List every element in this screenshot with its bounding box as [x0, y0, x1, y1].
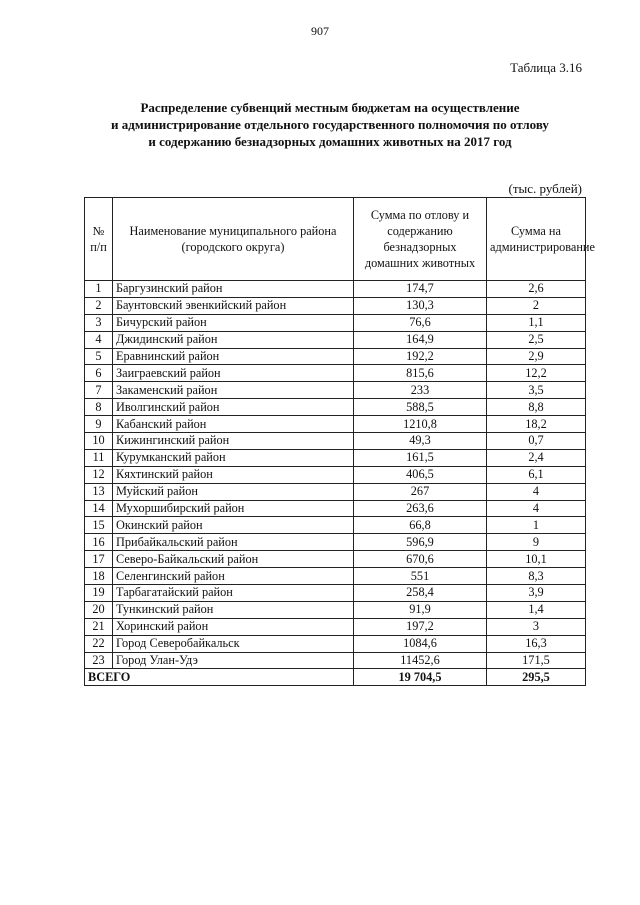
admin-sum: 2,4 [487, 449, 586, 466]
subsidy-table [84, 197, 595, 686]
units-note: (тыс. рублей) [508, 181, 582, 196]
table-row [85, 449, 586, 466]
admin-sum: 2,5 [487, 331, 586, 348]
district-name: Бичурский район [113, 314, 354, 331]
total-admin: 295,5 [487, 669, 586, 686]
capture-sum: 164,9 [354, 331, 487, 348]
district-name: Иволгинский район [113, 399, 354, 416]
table-row [85, 551, 586, 568]
row-number: 21 [85, 618, 113, 635]
capture-sum: 66,8 [354, 517, 487, 534]
district-name: Мухоршибирский район [113, 500, 354, 517]
capture-sum: 815,6 [354, 365, 487, 382]
table-row [85, 314, 586, 331]
row-number: 19 [85, 585, 113, 602]
capture-sum: 197,2 [354, 618, 487, 635]
district-name: Баунтовский эвенкийский район [113, 297, 354, 314]
document-title [80, 99, 580, 150]
table-row [85, 568, 586, 585]
capture-sum: 233 [354, 382, 487, 399]
capture-sum: 192,2 [354, 348, 487, 365]
title-line: и содержанию безнадзорных домашних животных на 2017 год [148, 134, 512, 149]
table-row [85, 601, 586, 618]
district-name: Закаменский район [113, 382, 354, 399]
table-row [85, 466, 586, 483]
row-number: 4 [85, 331, 113, 348]
row-number: 17 [85, 551, 113, 568]
district-name: Кижингинский район [113, 433, 354, 450]
table-row [85, 348, 586, 365]
capture-sum: 91,9 [354, 601, 487, 618]
row-number: 2 [85, 297, 113, 314]
admin-sum: 4 [487, 483, 586, 500]
capture-sum: 670,6 [354, 551, 487, 568]
header-name: Наименование муниципального района (городского округа) [113, 198, 354, 281]
capture-sum: 11452,6 [354, 652, 487, 669]
title-line: и администрирование отдельного государственного полномочия по отлову [111, 117, 549, 132]
table-row [85, 652, 586, 669]
row-number: 13 [85, 483, 113, 500]
district-name: Кабанский район [113, 416, 354, 433]
district-name: Хоринский район [113, 618, 354, 635]
admin-sum: 1 [487, 517, 586, 534]
district-name: Город Северобайкальск [113, 635, 354, 652]
district-name: Северо-Байкальский район [113, 551, 354, 568]
admin-sum: 8,8 [487, 399, 586, 416]
admin-sum: 2 [487, 297, 586, 314]
capture-sum: 1084,6 [354, 635, 487, 652]
table-row [85, 635, 586, 652]
header-sum-admin: Сумма на администрирование [487, 198, 586, 281]
admin-sum: 16,3 [487, 635, 586, 652]
district-name: Город Улан-Удэ [113, 652, 354, 669]
row-number: 12 [85, 466, 113, 483]
district-name: Тарбагатайский район [113, 585, 354, 602]
district-name: Селенгинский район [113, 568, 354, 585]
table-header-row [85, 198, 586, 281]
table-row [85, 500, 586, 517]
admin-sum: 4 [487, 500, 586, 517]
admin-sum: 9 [487, 534, 586, 551]
capture-sum: 267 [354, 483, 487, 500]
row-number: 15 [85, 517, 113, 534]
row-number: 18 [85, 568, 113, 585]
row-number: 16 [85, 534, 113, 551]
table-label: Таблица 3.16 [510, 60, 582, 75]
row-number: 1 [85, 281, 113, 298]
capture-sum: 130,3 [354, 297, 487, 314]
row-number: 14 [85, 500, 113, 517]
district-name: Курумканский район [113, 449, 354, 466]
row-number: 7 [85, 382, 113, 399]
district-name: Еравнинский район [113, 348, 354, 365]
admin-sum: 8,3 [487, 568, 586, 585]
capture-sum: 174,7 [354, 281, 487, 298]
row-number: 20 [85, 601, 113, 618]
table-row [85, 433, 586, 450]
admin-sum: 2,9 [487, 348, 586, 365]
table-row [85, 297, 586, 314]
table-row [85, 416, 586, 433]
capture-sum: 161,5 [354, 449, 487, 466]
row-number: 8 [85, 399, 113, 416]
district-name: Тункинский район [113, 601, 354, 618]
capture-sum: 596,9 [354, 534, 487, 551]
row-number: 23 [85, 652, 113, 669]
total-label: ВСЕГО [85, 669, 354, 686]
header-sum-capture: Сумма по отлову и содержанию безнадзорных домашних животных [354, 198, 487, 281]
table-row [85, 365, 586, 382]
district-name: Кяхтинский район [113, 466, 354, 483]
table-row [85, 534, 586, 551]
row-number: 3 [85, 314, 113, 331]
row-number: 5 [85, 348, 113, 365]
admin-sum: 1,1 [487, 314, 586, 331]
admin-sum: 10,1 [487, 551, 586, 568]
admin-sum: 12,2 [487, 365, 586, 382]
table-row [85, 618, 586, 635]
district-name: Баргузинский район [113, 281, 354, 298]
admin-sum: 0,7 [487, 433, 586, 450]
table-row [85, 331, 586, 348]
district-name: Окинский район [113, 517, 354, 534]
table-row [85, 281, 586, 298]
capture-sum: 76,6 [354, 314, 487, 331]
admin-sum: 2,6 [487, 281, 586, 298]
page-number: 907 [311, 24, 329, 38]
admin-sum: 1,4 [487, 601, 586, 618]
total-row [85, 669, 586, 686]
admin-sum: 3,5 [487, 382, 586, 399]
total-capture: 19 704,5 [354, 669, 487, 686]
row-number: 10 [85, 433, 113, 450]
admin-sum: 3 [487, 618, 586, 635]
table-row [85, 399, 586, 416]
table-row [85, 382, 586, 399]
district-name: Джидинский район [113, 331, 354, 348]
admin-sum: 18,2 [487, 416, 586, 433]
table-row [85, 517, 586, 534]
admin-sum: 3,9 [487, 585, 586, 602]
capture-sum: 49,3 [354, 433, 487, 450]
capture-sum: 263,6 [354, 500, 487, 517]
district-name: Прибайкальский район [113, 534, 354, 551]
admin-sum: 171,5 [487, 652, 586, 669]
title-line: Распределение субвенций местным бюджетам на осуществление [140, 100, 520, 115]
header-num: № п/п [85, 198, 113, 281]
district-name: Заиграевский район [113, 365, 354, 382]
capture-sum: 588,5 [354, 399, 487, 416]
row-number: 22 [85, 635, 113, 652]
row-number: 6 [85, 365, 113, 382]
capture-sum: 1210,8 [354, 416, 487, 433]
table-body [85, 281, 586, 669]
row-number: 11 [85, 449, 113, 466]
capture-sum: 551 [354, 568, 487, 585]
capture-sum: 258,4 [354, 585, 487, 602]
row-number: 9 [85, 416, 113, 433]
table-row [85, 585, 586, 602]
capture-sum: 406,5 [354, 466, 487, 483]
district-name: Муйский район [113, 483, 354, 500]
table-row [85, 483, 586, 500]
admin-sum: 6,1 [487, 466, 586, 483]
